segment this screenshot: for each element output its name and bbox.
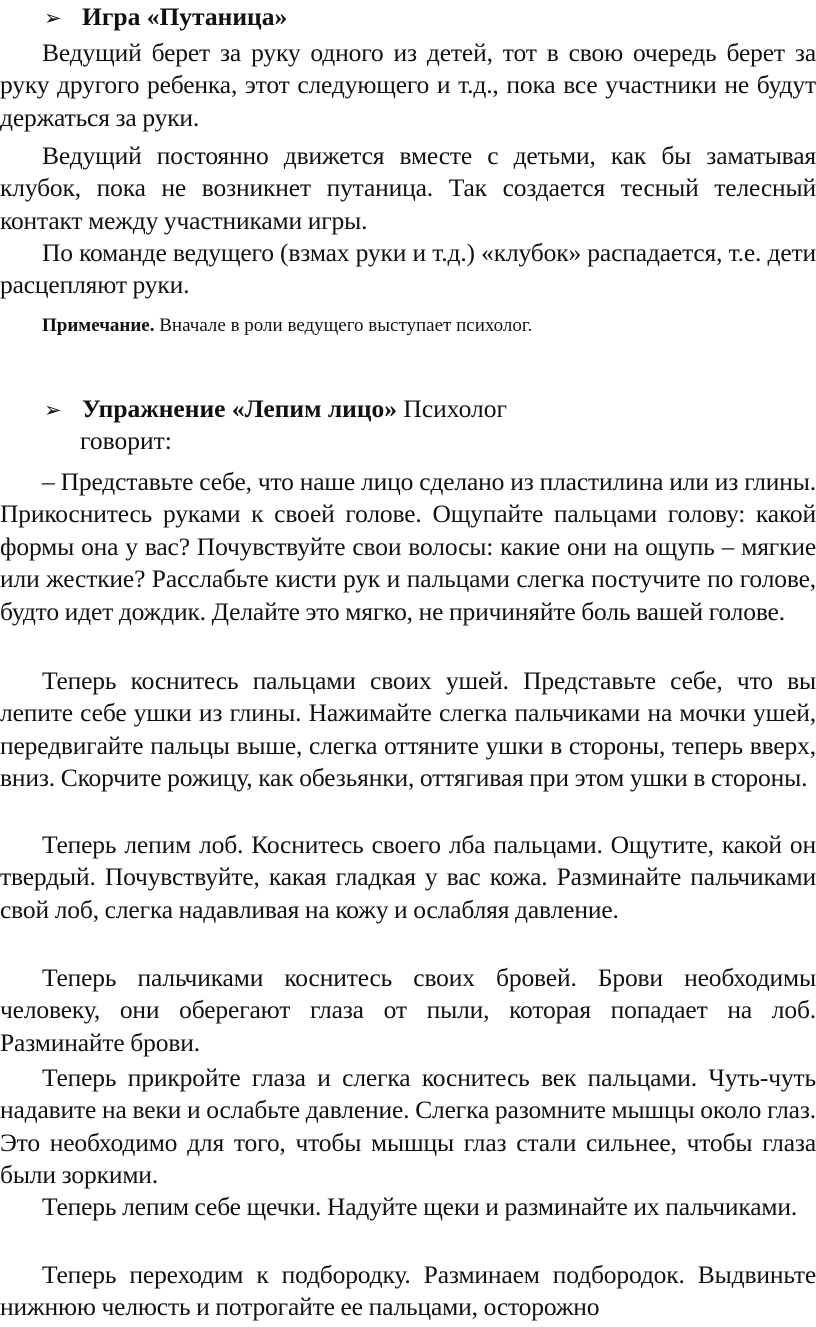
section2-paragraph-5: Теперь прикройте глаза и слегка коснитесь век пальцами. Чуть-чуть надавите на веки и ослабьте давление. Слегка разомните мышцы около глаз. Это необходимо для того, чтобы мышцы глаз стали сильнее, чтобы глаза были зоркими.	[0, 1063, 816, 1190]
section1-note	[42, 313, 532, 339]
section1-title: Игра «Путаница»	[82, 2, 288, 31]
section2-title: Упражнение «Лепим лицо»	[82, 394, 398, 423]
section2-heading	[44, 394, 507, 425]
section1-heading	[44, 2, 287, 33]
section2-paragraph-6: Теперь лепим себе щечки. Надуйте щеки и разминайте их пальчиками.	[42, 1192, 798, 1221]
arrow-bullet-icon: ➢	[44, 398, 62, 422]
section1-paragraph-1: Ведущий берет за руку одного из детей, тот в свою очередь берет за руку другого ребенка, этот следующего и т.д., пока все участники не будут держаться за руки.	[0, 38, 816, 132]
section1-paragraph-3: По команде ведущего (взмах руки и т.д.) «клубок» распадается, т.е. дети расцепляют руки.	[0, 238, 816, 300]
section2-paragraph-7: Теперь переходим к подбородку. Разминаем подбородок. Выдвиньте нижнюю челюсть и потрогайте ее пальцами, осторожно	[0, 1260, 816, 1322]
section2-title-line2: говорит:	[80, 426, 172, 455]
section2-paragraph-3: Теперь лепим лоб. Коснитесь своего лба пальцами. Ощутите, какой он твердый. Почувствуйте, какая гладкая у вас кожа. Разминайте пальчиками свой лоб, слегка надавливая на кожу и ослабляя давление.	[0, 830, 816, 924]
section2-title-tail: Психолог	[397, 394, 507, 423]
note-text: Вначале в роли ведущего выступает психолог.	[154, 315, 533, 336]
section1-paragraph-2: Ведущий постоянно движется вместе с детьми, как бы заматывая клубок, пока не возникнет путаница. Так создается тесный телесный контакт между участниками игры.	[0, 141, 816, 235]
section2-paragraph-2: Теперь коснитесь пальцами своих ушей. Представьте себе, что вы лепите себе ушки из глины. Нажимайте слегка пальчиками на мочки ушей, передвигайте пальцы выше, слегка оттяните ушки в стороны, теперь вверх, вниз. Скорчите рожицу, как обезьянки, оттягивая при этом ушки в стороны.	[0, 666, 816, 793]
section2-paragraph-1: – Представьте себе, что наше лицо сделано из пластилина или из глины. Прикоснитесь руками к своей голове. Ощупайте пальцами голову: какой формы она у вас? Почувствуйте свои волосы: какие они на ощупь – мягкие или жесткие? Расслабьте кисти рук и пальцами слегка постучите по голове, будто идет дождик. Делайте это мягко, не причиняйте боль вашей голове.	[0, 467, 816, 626]
note-label: Примечание.	[42, 315, 155, 336]
section2-paragraph-4: Теперь пальчиками коснитесь своих бровей. Брови необходимы человеку, они оберегают глаза от пыли, которая попадает на лоб. Разминайте брови.	[0, 963, 816, 1057]
arrow-bullet-icon: ➢	[44, 6, 62, 30]
